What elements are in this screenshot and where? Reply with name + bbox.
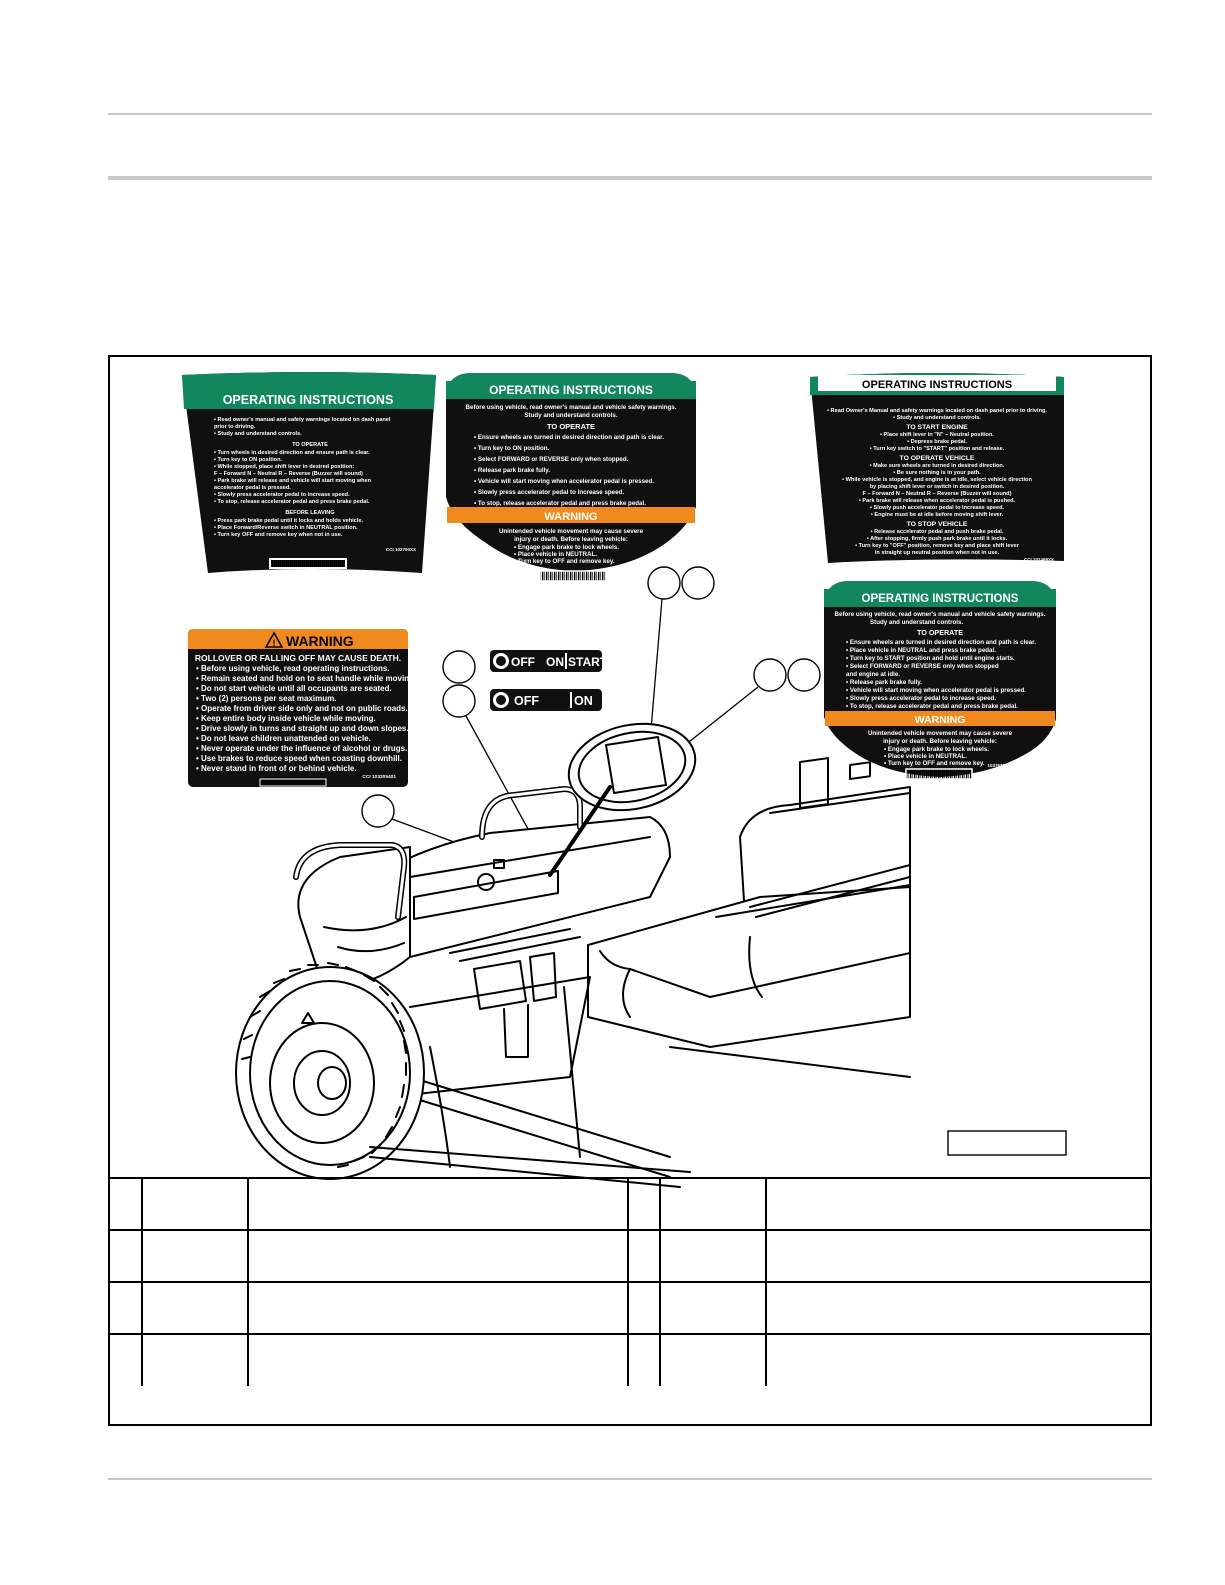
ur-intro: • Study and understand controls.: [893, 415, 981, 421]
ur-line: • Release accelerator pedal and push brake pedal.: [870, 529, 1004, 535]
front-tire: [236, 963, 424, 1179]
lr-line: • Place vehicle in NEUTRAL and press brake pedal.: [846, 647, 996, 654]
lr-line: • Select FORWARD or REVERSE only when stopped: [846, 663, 999, 670]
lr-warning-title: WARNING: [914, 714, 966, 726]
lr-warning-line: Unintended vehicle movement may cause severe: [867, 730, 1013, 737]
warning-line: • Never stand in front of or behind vehicle.: [196, 764, 357, 773]
ur-line: in straight up neutral position when not in use.: [874, 550, 1000, 556]
lr-title: OPERATING INSTRUCTIONS: [861, 593, 1019, 605]
key-switch-start-decal: [490, 650, 608, 672]
ul-line: • While stopped, place shift lever in desired position:: [214, 464, 355, 470]
ur-line: • Turn key to "OFF" position, remove key and place shift lever: [855, 543, 1019, 549]
legend-cell: [110, 1178, 142, 1230]
warning-headline: ROLLOVER OR FALLING OFF MAY CAUSE DEATH.: [194, 653, 402, 663]
warning-line: • Operate from driver side only and not on public roads.: [196, 704, 408, 713]
callout-circle: [648, 567, 680, 599]
callout-circle: [443, 685, 475, 717]
ul-line: • Read owner's manual and safety warnings located on dash panel: [214, 417, 391, 423]
key1-off: OFF: [511, 655, 535, 669]
ul-line: • Park brake will release and vehicle will start moving when: [214, 478, 372, 484]
lr-warning-line: • Place vehicle in NEUTRAL.: [884, 753, 967, 760]
ul-section: TO OPERATE: [292, 442, 328, 448]
callout-circle: [362, 795, 394, 827]
um-warning-line: • Turn key to OFF and remove key.: [514, 558, 615, 565]
ur-line: by placing shift lever or switch in desired position.: [869, 484, 1005, 490]
legend-cell: [248, 1178, 628, 1230]
legend-cell: [142, 1282, 248, 1334]
warning-part-no: CCI 103205401: [362, 775, 396, 780]
legend-cell: [628, 1282, 660, 1334]
header-rule-top: [108, 113, 1152, 115]
ul-line: • Study and understand controls.: [214, 431, 302, 437]
upper-right-decal: [810, 373, 1064, 563]
legend-cell: [142, 1230, 248, 1282]
warning-line: • Never operate under the influence of alcohol or drugs.: [196, 744, 408, 753]
um-warning-title: WARNING: [544, 511, 598, 523]
ur-section: TO START ENGINE: [906, 424, 968, 431]
warning-line: • Before using vehicle, read operating instructions.: [196, 664, 390, 673]
ur-line: • Slowly push accelerator pedal to increase speed.: [869, 505, 1005, 511]
lr-barcode: [906, 769, 972, 779]
legend-cell: [660, 1334, 766, 1386]
lr-warning-line: injury or death. Before leaving vehicle:: [883, 738, 997, 745]
callout-circle: [682, 567, 714, 599]
ur-line: • Turn key switch to "START" position and release.: [869, 446, 1005, 452]
ur-title: OPERATING INSTRUCTIONS: [861, 379, 1013, 391]
warning-line: • Drive slowly in turns and straight up and down slopes.: [196, 724, 409, 733]
lr-section: TO OPERATE: [916, 628, 964, 637]
callout-circle: [788, 659, 820, 691]
um-title: OPERATING INSTRUCTIONS: [489, 383, 653, 397]
ur-line: • Depress brake pedal.: [907, 439, 967, 445]
legend-cell: [142, 1334, 248, 1386]
legend-cell: [628, 1334, 660, 1386]
um-intro: Before using vehicle, read owner's manual and vehicle safety warnings.: [465, 404, 677, 411]
key1-start: START: [568, 655, 608, 669]
legend-cell: [766, 1178, 1150, 1230]
decal-figure: [108, 355, 1152, 1426]
legend-cell: [766, 1230, 1150, 1282]
ul-part-no: CCI 102700XX: [385, 547, 416, 552]
ul-section: BEFORE LEAVING: [285, 510, 335, 516]
legend-cell: [660, 1178, 766, 1230]
legend-cell: [110, 1230, 142, 1282]
legend-cell: [628, 1230, 660, 1282]
legend-cell: [766, 1282, 1150, 1334]
lr-line: • Turn key to START position and hold until engine starts.: [846, 655, 1015, 662]
warning-decal: [188, 629, 416, 787]
key1-on: ON: [546, 655, 564, 669]
legend-cell: [660, 1282, 766, 1334]
legend-row: [110, 1230, 1150, 1282]
legend-cell: [248, 1230, 628, 1282]
legend-cell: [110, 1282, 142, 1334]
ul-line: • Place Forward/Reverse switch in NEUTRAL position.: [214, 525, 358, 531]
ur-part-no: CCI 101469XX: [1023, 557, 1054, 562]
ul-line: • Turn wheels in desired direction and ensure path is clear.: [214, 450, 370, 456]
um-line: • Turn key to ON position.: [474, 445, 550, 452]
lr-warning-line: • Engage park brake to lock wheels.: [884, 746, 989, 753]
legend-cell: [628, 1178, 660, 1230]
legend-cell: [766, 1334, 1150, 1386]
callout-circle: [754, 659, 786, 691]
legend-row: [110, 1282, 1150, 1334]
ur-line: • Make sure wheels are turned in desired direction.: [869, 463, 1005, 469]
ur-line: • While vehicle is stopped, and engine is at idle, select vehicle direction: [842, 477, 1032, 483]
key1-divider: [565, 653, 567, 669]
legend-cell: [110, 1334, 142, 1386]
ul-line: • Turn key to ON position.: [214, 457, 283, 463]
um-line: • To stop, release accelerator pedal and press brake pedal.: [474, 500, 646, 507]
lr-line: • Ensure wheels are turned in desired direction and path is clear.: [846, 639, 1036, 646]
ur-section: TO STOP VEHICLE: [906, 521, 968, 528]
lr-part-no: 103763093: [987, 763, 1010, 768]
ul-line: • To stop, release accelerator pedal and press brake pedal.: [214, 499, 370, 505]
lr-line: • Vehicle will start moving when accelerator pedal is pressed.: [846, 687, 1026, 694]
callout-circle: [443, 651, 475, 683]
warning-title: WARNING: [286, 633, 354, 649]
key2-on: ON: [574, 694, 593, 708]
ur-line: • After stopping, firmly push park brake until it locks.: [866, 536, 1008, 542]
key-switch-on-decal: [490, 689, 602, 711]
um-warning-line: Unintended vehicle movement may cause severe: [498, 528, 644, 535]
um-line: • Select FORWARD or REVERSE only when stopped.: [474, 456, 629, 463]
um-line: • Slowly press accelerator pedal to increase speed.: [474, 489, 625, 496]
warning-line: • Keep entire body inside vehicle while moving.: [196, 714, 376, 723]
lr-warning-line: • Turn key to OFF and remove key.: [884, 760, 985, 767]
legend-row: [110, 1178, 1150, 1230]
warning-line: • Two (2) persons per seat maximum.: [196, 694, 337, 703]
um-warning-line: injury or death. Before leaving vehicle:: [514, 536, 628, 543]
footer-rule: [108, 1478, 1152, 1480]
lr-intro: Study and understand controls.: [870, 619, 964, 626]
ur-line: • Place shift lever in "N" – Neutral position.: [880, 432, 994, 438]
warning-line: • Use brakes to reduce speed when coasting downhill.: [196, 754, 402, 763]
ul-line: • Turn key OFF and remove key when not in use.: [214, 532, 343, 538]
legend-cell: [142, 1178, 248, 1230]
warning-line: • Do not leave children unattended on vehicle.: [196, 734, 371, 743]
lr-line: and engine at idle.: [846, 671, 900, 678]
ur-line: F – Forward N – Neutral R – Reverse (Buzzer will sound): [862, 491, 1012, 497]
um-warning-line: • Engage park brake to lock wheels.: [514, 544, 619, 551]
lr-intro: Before using vehicle, read owner's manual and vehicle safety warnings.: [834, 611, 1046, 618]
lr-line: • Release park brake fully.: [846, 679, 922, 686]
um-part-no: 103763092: [627, 565, 650, 570]
legend-cell: [248, 1334, 628, 1386]
warning-triangle-mark: !: [272, 638, 276, 648]
legend-table: [110, 1177, 1150, 1386]
ul-line: • Press park brake pedal until it locks and holds vehicle.: [214, 518, 364, 524]
ur-line: • Be sure nothing is in your path.: [893, 470, 981, 476]
upper-left-decal: [182, 372, 436, 573]
lower-right-decal: [824, 581, 1056, 779]
um-section: TO OPERATE: [546, 422, 596, 431]
ul-barcode: [270, 559, 346, 568]
warning-line: • Remain seated and hold on to seat handle while moving.: [196, 674, 417, 683]
ul-line: F – Forward N – Neutral R – Reverse (Buzzer will sound): [214, 471, 363, 477]
ul-line: • Slowly press accelerator pedal to increase speed.: [214, 492, 350, 498]
upper-middle-decal: [446, 373, 696, 581]
ur-section: TO OPERATE VEHICLE: [899, 455, 975, 462]
legend-cell: [248, 1282, 628, 1334]
key2-off: OFF: [514, 694, 539, 708]
ur-intro: • Read Owner's Manual and safety warnings located on dash panel prior to driving.: [827, 408, 1047, 414]
figure-reference-box: [948, 1131, 1066, 1155]
ur-line: • Park brake will release when accelerator pedal is pushed.: [858, 498, 1016, 504]
ul-line: prior to driving.: [214, 424, 256, 430]
um-line: • Vehicle will start moving when accelerator pedal is pressed.: [474, 478, 654, 485]
lr-line: • To stop, release accelerator pedal and press brake pedal.: [846, 703, 1018, 710]
warning-barcode: [260, 779, 326, 786]
key2-divider: [570, 692, 572, 708]
um-barcode: [540, 571, 606, 581]
ur-line: • Engine must be at idle before moving shift lever.: [870, 512, 1004, 518]
um-warning-line: • Place vehicle in NEUTRAL.: [514, 551, 597, 558]
warning-line: • Do not start vehicle until all occupants are seated.: [196, 684, 392, 693]
um-intro: Study and understand controls.: [524, 412, 618, 419]
um-line: • Release park brake fully.: [474, 467, 550, 474]
ul-line: accelerator pedal is pressed.: [214, 485, 291, 491]
legend-row: [110, 1334, 1150, 1386]
ul-title: OPERATING INSTRUCTIONS: [222, 393, 394, 407]
header-rule-bottom: [108, 176, 1152, 180]
lr-line: • Slowly press accelerator pedal to increase speed.: [846, 695, 997, 702]
legend-cell: [660, 1230, 766, 1282]
um-line: • Ensure wheels are turned in desired direction and path is clear.: [474, 434, 664, 441]
